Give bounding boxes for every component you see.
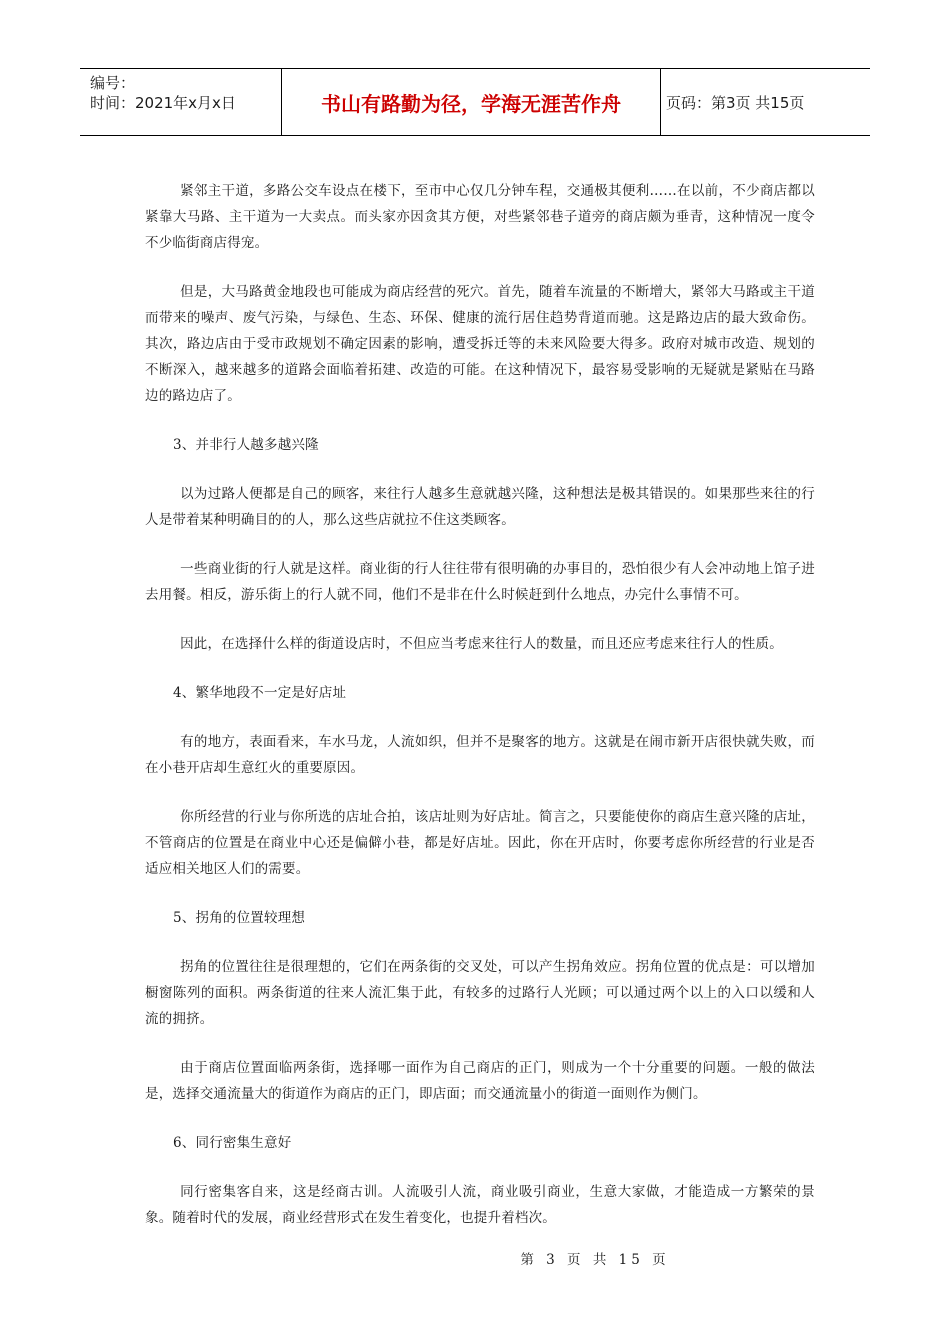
paragraph: 你所经营的行业与你所选的店址合拍，该店址则为好店址。简言之，只要能使你的商店生意兴隆的店址，不管商店的位置是在商业中心还是偏僻小巷，都是好店址。因此，你在开店时，你要考虑你所经营的行业是否适应相关地区人们的需要。 xyxy=(145,809,815,877)
section-heading: 5、拐角的位置较理想 xyxy=(173,910,306,926)
paragraph: 由于商店位置面临两条街，选择哪一面作为自己商店的正门，则成为一个十分重要的问题。一般的做法是，选择交通流量大的街道作为商店的正门，即店面；而交通流量小的街道一面则作为侧门。 xyxy=(145,1060,815,1102)
doc-time-label: 时间：2021年x月x日 xyxy=(90,94,236,112)
section-heading: 4、繁华地段不一定是好店址 xyxy=(173,685,347,701)
header-page-info: 页码：第3页 共15页 xyxy=(666,93,805,112)
header-motto: 书山有路勤为径，学海无涯苦作舟 xyxy=(282,69,661,135)
page-header xyxy=(80,68,870,136)
section-heading: 3、并非行人越多越兴隆 xyxy=(173,437,319,453)
doc-number-label: 编号： xyxy=(90,74,136,92)
paragraph: 拐角的位置往往是很理想的，它们在两条街的交叉处，可以产生拐角效应。拐角位置的优点是：可以增加橱窗陈列的面积。两条街道的往来人流汇集于此，有较多的过路行人光顾；可以通过两个以上的入口以缓和人流的拥挤。 xyxy=(145,959,815,1027)
paragraph: 以为过路人便都是自己的顾客，来往行人越多生意就越兴隆，这种想法是极其错误的。如果那些来往的行人是带着某种明确目的的人，那么这些店就拉不住这类顾客。 xyxy=(145,486,815,528)
paragraph: 但是，大马路黄金地段也可能成为商店经营的死穴。首先，随着车流量的不断增大，紧邻大马路或主干道而带来的噪声、废气污染，与绿色、生态、环保、健康的流行居住趋势背道而驰。这是路边店的最大致命伤。其次，路边店由于受市政规划不确定因素的影响，遭受拆迁等的未来风险要大得多。政府对城市改造、规划的不断深入，越来越多的道路会面临着拓建、改造的可能。在这种情况下，最容易受影响的无疑就是紧贴在马路边的路边店了。 xyxy=(145,284,815,404)
page-footer: 第 3 页 共 15 页 xyxy=(520,1252,670,1268)
paragraph: 紧邻主干道，多路公交车设点在楼下，至市中心仅几分钟车程，交通极其便利……在以前，不少商店都以紧靠大马路、主干道为一大卖点。而头家亦因贪其方便，对些紧邻巷子道旁的商店颇为垂青，这种情况一度令不少临街商店得宠。 xyxy=(145,183,815,251)
header-meta xyxy=(80,69,282,135)
section-heading: 6、同行密集生意好 xyxy=(173,1135,292,1151)
document-body xyxy=(145,178,815,1254)
paragraph: 因此，在选择什么样的街道设店时，不但应当考虑来往行人的数量，而且还应考虑来往行人的性质。 xyxy=(180,636,783,652)
paragraph: 有的地方，表面看来，车水马龙，人流如织，但并不是聚客的地方。这就是在闹市新开店很快就失败，而在小巷开店却生意红火的重要原因。 xyxy=(145,734,815,776)
paragraph: 一些商业街的行人就是这样。商业街的行人往往带有很明确的办事目的，恐怕很少有人会冲动地上馆子进去用餐。相反，游乐街上的行人就不同，他们不是非在什么时候赶到什么地点，办完什么事情不可。 xyxy=(145,561,815,603)
paragraph: 同行密集客自来，这是经商古训。人流吸引人流，商业吸引商业，生意大家做，才能造成一方繁荣的景象。随着时代的发展，商业经营形式在发生着变化，也提升着档次。 xyxy=(145,1184,815,1226)
